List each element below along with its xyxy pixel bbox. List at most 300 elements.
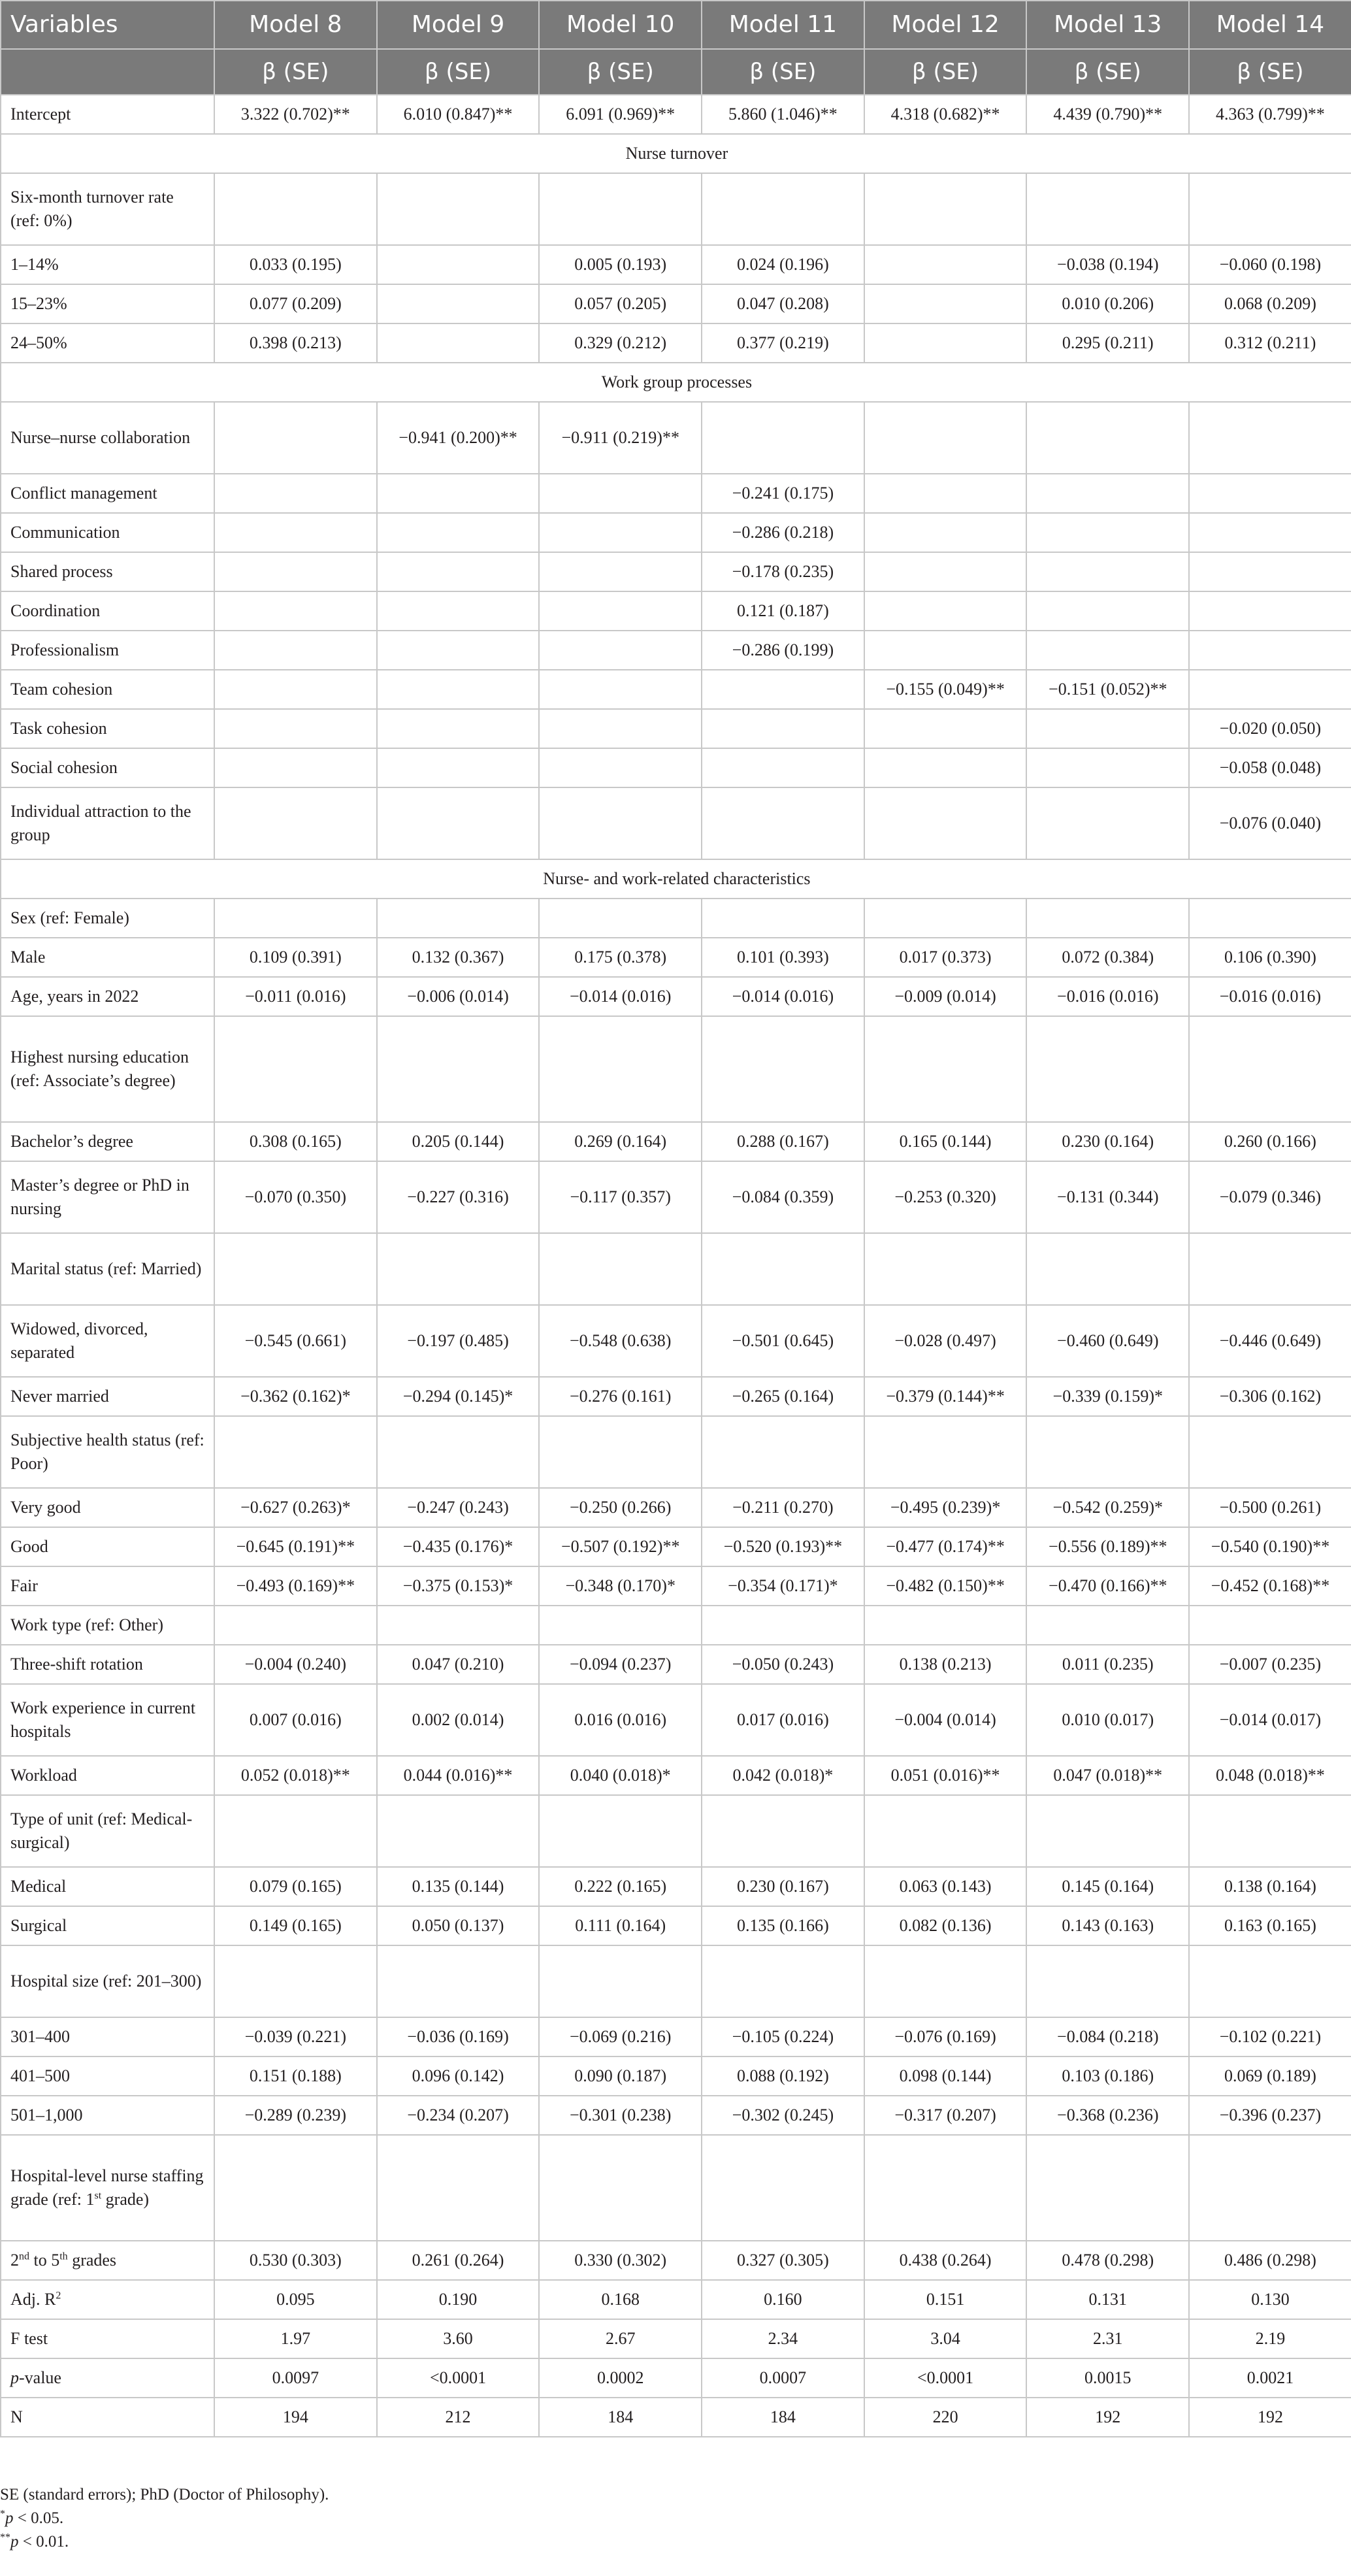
- table-row: [1, 1305, 1351, 1377]
- coef-cell: [864, 402, 1027, 474]
- coef-cell: 4.439 (0.790)**: [1026, 95, 1189, 134]
- row-label: Bachelor’s degree: [1, 1122, 214, 1161]
- coef-cell: [539, 1606, 702, 1645]
- beta-se-header: β (SE): [1189, 49, 1351, 95]
- coef-cell: [1189, 474, 1351, 513]
- table-row: [1, 1488, 1351, 1527]
- coef-cell: [214, 1016, 377, 1122]
- coef-cell: −0.178 (0.235): [702, 552, 864, 591]
- coef-cell: −0.941 (0.200)**: [377, 402, 540, 474]
- coef-cell: [864, 173, 1027, 245]
- coef-cell: [1189, 1795, 1351, 1867]
- coef-cell: [1189, 513, 1351, 552]
- coef-cell: [214, 173, 377, 245]
- coef-cell: −0.301 (0.238): [539, 2096, 702, 2135]
- coef-cell: −0.247 (0.243): [377, 1488, 540, 1527]
- coef-cell: [539, 591, 702, 631]
- table-row: [1, 513, 1351, 552]
- coef-cell: −0.070 (0.350): [214, 1161, 377, 1233]
- coef-cell: 4.363 (0.799)**: [1189, 95, 1351, 134]
- beta-se-header: β (SE): [377, 49, 540, 95]
- table-row: [1, 95, 1351, 134]
- table-row: [1, 284, 1351, 323]
- coef-cell: [1189, 670, 1351, 709]
- row-label: Coordination: [1, 591, 214, 631]
- table-row: [1, 323, 1351, 363]
- table-row: [1, 938, 1351, 977]
- row-label: Work type (ref: Other): [1, 1606, 214, 1645]
- coef-cell: [864, 709, 1027, 748]
- coef-cell: [377, 552, 540, 591]
- coef-cell: 0.329 (0.212): [539, 323, 702, 363]
- table-row: [1, 1122, 1351, 1161]
- coef-cell: [539, 787, 702, 859]
- coef-cell: 0.002 (0.014): [377, 1684, 540, 1756]
- table-row: [1, 2280, 1351, 2319]
- coef-cell: 0.165 (0.144): [864, 1122, 1027, 1161]
- coef-cell: [1189, 1016, 1351, 1122]
- section-label: Nurse- and work-related characteristics: [1, 859, 1351, 899]
- coef-cell: −0.507 (0.192)**: [539, 1527, 702, 1566]
- coef-cell: 0.163 (0.165): [1189, 1906, 1351, 1945]
- coef-cell: [702, 899, 864, 938]
- coef-cell: 0.0097: [214, 2358, 377, 2398]
- coef-cell: 1.97: [214, 2319, 377, 2358]
- coef-cell: [864, 2135, 1027, 2241]
- coef-cell: [1026, 1795, 1189, 1867]
- coef-cell: −0.006 (0.014): [377, 977, 540, 1016]
- row-label: 301–400: [1, 2017, 214, 2056]
- coef-cell: [214, 709, 377, 748]
- model-header: Model 12: [864, 1, 1027, 49]
- coef-cell: [864, 1016, 1027, 1122]
- coef-cell: 0.121 (0.187): [702, 591, 864, 631]
- coef-cell: [214, 1606, 377, 1645]
- coef-cell: 0.230 (0.167): [702, 1867, 864, 1906]
- coef-cell: [377, 670, 540, 709]
- row-label: 1–14%: [1, 245, 214, 284]
- coef-cell: <0.0001: [377, 2358, 540, 2398]
- table-row: [1, 2017, 1351, 2056]
- coef-cell: 0.135 (0.166): [702, 1906, 864, 1945]
- coef-cell: 0.106 (0.390): [1189, 938, 1351, 977]
- section-label: Nurse turnover: [1, 134, 1351, 173]
- coef-cell: [702, 787, 864, 859]
- coef-cell: 0.190: [377, 2280, 540, 2319]
- coef-cell: [864, 474, 1027, 513]
- table-row: [1, 552, 1351, 591]
- coef-cell: −0.016 (0.016): [1026, 977, 1189, 1016]
- coef-cell: [214, 402, 377, 474]
- row-label: p-value: [1, 2358, 214, 2398]
- coef-cell: [214, 1945, 377, 2017]
- coef-cell: [1026, 1416, 1189, 1488]
- table-row: [1, 1161, 1351, 1233]
- coef-cell: [1189, 402, 1351, 474]
- coef-cell: [1026, 513, 1189, 552]
- coef-cell: [214, 899, 377, 938]
- coef-cell: [539, 1016, 702, 1122]
- coef-cell: −0.627 (0.263)*: [214, 1488, 377, 1527]
- coef-cell: [864, 1795, 1027, 1867]
- model-header: Model 9: [377, 1, 540, 49]
- coef-cell: [539, 2135, 702, 2241]
- table-row: [1, 1684, 1351, 1756]
- coef-cell: [539, 1416, 702, 1488]
- coef-cell: −0.477 (0.174)**: [864, 1527, 1027, 1566]
- coef-cell: [1189, 1233, 1351, 1305]
- coef-cell: [1026, 402, 1189, 474]
- coef-cell: 0.069 (0.189): [1189, 2056, 1351, 2096]
- table-row: [1, 1416, 1351, 1488]
- coef-cell: [377, 899, 540, 938]
- coef-cell: 0.168: [539, 2280, 702, 2319]
- coef-cell: −0.102 (0.221): [1189, 2017, 1351, 2056]
- coef-cell: 0.308 (0.165): [214, 1122, 377, 1161]
- coef-cell: [539, 1945, 702, 2017]
- coef-cell: 0.068 (0.209): [1189, 284, 1351, 323]
- coef-cell: −0.234 (0.207): [377, 2096, 540, 2135]
- coef-cell: 0.145 (0.164): [1026, 1867, 1189, 1906]
- coef-cell: 192: [1026, 2398, 1189, 2437]
- coef-cell: [1026, 1606, 1189, 1645]
- coef-cell: [539, 513, 702, 552]
- coef-cell: 0.0015: [1026, 2358, 1189, 2398]
- coef-cell: 0.398 (0.213): [214, 323, 377, 363]
- coef-cell: [377, 245, 540, 284]
- coef-cell: [1026, 709, 1189, 748]
- coef-cell: −0.556 (0.189)**: [1026, 1527, 1189, 1566]
- table-row: [1, 2319, 1351, 2358]
- coef-cell: −0.038 (0.194): [1026, 245, 1189, 284]
- coef-cell: 0.149 (0.165): [214, 1906, 377, 1945]
- coef-cell: 0.047 (0.208): [702, 284, 864, 323]
- coef-cell: 4.318 (0.682)**: [864, 95, 1027, 134]
- coef-cell: −0.306 (0.162): [1189, 1377, 1351, 1416]
- coef-cell: [1026, 1016, 1189, 1122]
- coef-cell: 0.269 (0.164): [539, 1122, 702, 1161]
- coef-cell: −0.007 (0.235): [1189, 1645, 1351, 1684]
- coef-cell: [1189, 1945, 1351, 2017]
- coef-cell: −0.014 (0.016): [539, 977, 702, 1016]
- coef-cell: −0.294 (0.145)*: [377, 1377, 540, 1416]
- coef-cell: [539, 748, 702, 787]
- coef-cell: −0.500 (0.261): [1189, 1488, 1351, 1527]
- coef-cell: −0.004 (0.240): [214, 1645, 377, 1684]
- coef-cell: 0.478 (0.298): [1026, 2241, 1189, 2280]
- coef-cell: −0.911 (0.219)**: [539, 402, 702, 474]
- table-row: [1, 1756, 1351, 1795]
- coef-cell: 0.096 (0.142): [377, 2056, 540, 2096]
- coef-cell: 0.151 (0.188): [214, 2056, 377, 2096]
- coef-cell: 0.072 (0.384): [1026, 938, 1189, 977]
- coef-cell: 0.063 (0.143): [864, 1867, 1027, 1906]
- coef-cell: −0.482 (0.150)**: [864, 1566, 1027, 1606]
- coef-cell: 0.095: [214, 2280, 377, 2319]
- beta-se-header: β (SE): [702, 49, 864, 95]
- coef-cell: −0.079 (0.346): [1189, 1161, 1351, 1233]
- coef-cell: 0.132 (0.367): [377, 938, 540, 977]
- coef-cell: [1189, 173, 1351, 245]
- table-row: [1, 1527, 1351, 1566]
- table-row: [1, 977, 1351, 1016]
- coef-cell: [1189, 899, 1351, 938]
- coef-cell: 0.327 (0.305): [702, 2241, 864, 2280]
- row-label: Six-month turnover rate (ref: 0%): [1, 173, 214, 245]
- coef-cell: −0.317 (0.207): [864, 2096, 1027, 2135]
- coef-cell: −0.058 (0.048): [1189, 748, 1351, 787]
- coef-cell: 3.322 (0.702)**: [214, 95, 377, 134]
- coef-cell: −0.545 (0.661): [214, 1305, 377, 1377]
- coef-cell: [377, 474, 540, 513]
- coef-cell: −0.495 (0.239)*: [864, 1488, 1027, 1527]
- coef-cell: −0.286 (0.218): [702, 513, 864, 552]
- model-header: Model 8: [214, 1, 377, 49]
- coef-cell: 0.330 (0.302): [539, 2241, 702, 2280]
- coef-cell: 0.530 (0.303): [214, 2241, 377, 2280]
- coef-cell: 0.312 (0.211): [1189, 323, 1351, 363]
- coef-cell: <0.0001: [864, 2358, 1027, 2398]
- coef-cell: 0.111 (0.164): [539, 1906, 702, 1945]
- coef-cell: 220: [864, 2398, 1027, 2437]
- section-row: [1, 134, 1351, 173]
- coef-cell: [702, 1233, 864, 1305]
- coef-cell: 6.091 (0.969)**: [539, 95, 702, 134]
- coef-cell: 0.130: [1189, 2280, 1351, 2319]
- row-label: Highest nursing education (ref: Associate’s degree): [1, 1016, 214, 1122]
- coef-cell: [702, 1606, 864, 1645]
- coef-cell: [539, 899, 702, 938]
- coef-cell: −0.396 (0.237): [1189, 2096, 1351, 2135]
- coef-cell: 0.077 (0.209): [214, 284, 377, 323]
- row-label: Professionalism: [1, 631, 214, 670]
- section-label: Work group processes: [1, 363, 1351, 402]
- coef-cell: [1026, 591, 1189, 631]
- coef-cell: [214, 2135, 377, 2241]
- coef-cell: [377, 709, 540, 748]
- coef-cell: [864, 552, 1027, 591]
- coef-cell: [864, 591, 1027, 631]
- coef-cell: −0.094 (0.237): [539, 1645, 702, 1684]
- coef-cell: 0.103 (0.186): [1026, 2056, 1189, 2096]
- coef-cell: −0.020 (0.050): [1189, 709, 1351, 748]
- coef-cell: −0.368 (0.236): [1026, 2096, 1189, 2135]
- table-row: [1, 2135, 1351, 2241]
- coef-cell: 0.438 (0.264): [864, 2241, 1027, 2280]
- coef-cell: −0.446 (0.649): [1189, 1305, 1351, 1377]
- coef-cell: −0.548 (0.638): [539, 1305, 702, 1377]
- coef-cell: [377, 173, 540, 245]
- coef-cell: 0.050 (0.137): [377, 1906, 540, 1945]
- coef-cell: −0.460 (0.649): [1026, 1305, 1189, 1377]
- coef-cell: −0.435 (0.176)*: [377, 1527, 540, 1566]
- coef-cell: [377, 1606, 540, 1645]
- coef-cell: [702, 670, 864, 709]
- table-row: [1, 2398, 1351, 2437]
- subheader-blank: [1, 49, 214, 95]
- table-row: [1, 748, 1351, 787]
- coef-cell: −0.470 (0.166)**: [1026, 1566, 1189, 1606]
- coef-cell: [1026, 748, 1189, 787]
- model-header: Model 11: [702, 1, 864, 49]
- coef-cell: [214, 513, 377, 552]
- coef-cell: [377, 1416, 540, 1488]
- coef-cell: [1026, 173, 1189, 245]
- coef-cell: 0.295 (0.211): [1026, 323, 1189, 363]
- coef-cell: −0.076 (0.169): [864, 2017, 1027, 2056]
- coef-cell: 0.011 (0.235): [1026, 1645, 1189, 1684]
- coef-cell: −0.050 (0.243): [702, 1645, 864, 1684]
- coef-cell: 0.090 (0.187): [539, 2056, 702, 2096]
- table-row: [1, 1867, 1351, 1906]
- coef-cell: [1026, 552, 1189, 591]
- row-label: Nurse–nurse collaboration: [1, 402, 214, 474]
- coef-cell: [539, 173, 702, 245]
- coef-cell: −0.028 (0.497): [864, 1305, 1027, 1377]
- coef-cell: [377, 748, 540, 787]
- coef-cell: [1189, 591, 1351, 631]
- coef-cell: [214, 670, 377, 709]
- coef-cell: [1026, 1233, 1189, 1305]
- coef-cell: −0.250 (0.266): [539, 1488, 702, 1527]
- coef-cell: 0.040 (0.018)*: [539, 1756, 702, 1795]
- table-row: [1, 245, 1351, 284]
- coef-cell: [702, 402, 864, 474]
- row-label: Adj. $R^2$: [1, 2280, 214, 2319]
- section-row: [1, 859, 1351, 899]
- beta-se-header: β (SE): [864, 49, 1027, 95]
- coef-cell: 2.19: [1189, 2319, 1351, 2358]
- coef-cell: 0.205 (0.144): [377, 1122, 540, 1161]
- coef-cell: [214, 1233, 377, 1305]
- coef-cell: [864, 787, 1027, 859]
- table-row: [1, 402, 1351, 474]
- coef-cell: [864, 631, 1027, 670]
- coef-cell: −0.197 (0.485): [377, 1305, 540, 1377]
- coef-cell: 0.261 (0.264): [377, 2241, 540, 2280]
- coef-cell: −0.009 (0.014): [864, 977, 1027, 1016]
- row-label: Age, years in 2022: [1, 977, 214, 1016]
- coef-cell: 212: [377, 2398, 540, 2437]
- coef-cell: −0.379 (0.144)**: [864, 1377, 1027, 1416]
- row-label: Hospital size (ref: 201–300): [1, 1945, 214, 2017]
- coef-cell: [539, 709, 702, 748]
- coef-cell: [864, 245, 1027, 284]
- table-row: [1, 1016, 1351, 1122]
- coef-cell: 3.04: [864, 2319, 1027, 2358]
- row-label: F test: [1, 2319, 214, 2358]
- table-row: [1, 899, 1351, 938]
- coef-cell: [214, 552, 377, 591]
- coef-cell: 0.017 (0.373): [864, 938, 1027, 977]
- coef-cell: [1026, 899, 1189, 938]
- row-label: Individual attraction to the group: [1, 787, 214, 859]
- table-row: [1, 670, 1351, 709]
- beta-se-header: β (SE): [214, 49, 377, 95]
- table-body: [1, 95, 1351, 2437]
- coef-cell: 0.017 (0.016): [702, 1684, 864, 1756]
- row-label: Work experience in current hospitals: [1, 1684, 214, 1756]
- coef-cell: 0.010 (0.017): [1026, 1684, 1189, 1756]
- coef-cell: [1189, 1416, 1351, 1488]
- coef-cell: −0.276 (0.161): [539, 1377, 702, 1416]
- coef-cell: [1026, 787, 1189, 859]
- coef-cell: −0.014 (0.017): [1189, 1684, 1351, 1756]
- beta-se-header: β (SE): [1026, 49, 1189, 95]
- row-label: Workload: [1, 1756, 214, 1795]
- row-label: Sex (ref: Female): [1, 899, 214, 938]
- coef-cell: −0.211 (0.270): [702, 1488, 864, 1527]
- table-header: [1, 1, 1351, 95]
- coef-cell: [1189, 631, 1351, 670]
- coef-cell: 0.005 (0.193): [539, 245, 702, 284]
- table-row: [1, 631, 1351, 670]
- table-footnotes: [0, 2483, 1351, 2554]
- coef-cell: [864, 323, 1027, 363]
- coef-cell: [214, 1416, 377, 1488]
- row-label: Social cohesion: [1, 748, 214, 787]
- table-row: [1, 1377, 1351, 1416]
- coef-cell: 0.131: [1026, 2280, 1189, 2319]
- coef-cell: [702, 1795, 864, 1867]
- row-label: Shared process: [1, 552, 214, 591]
- footnote-p05: *p < 0.05.: [0, 2508, 64, 2527]
- coef-cell: −0.501 (0.645): [702, 1305, 864, 1377]
- coef-cell: 0.007 (0.016): [214, 1684, 377, 1756]
- coef-cell: [377, 787, 540, 859]
- table-row: [1, 2056, 1351, 2096]
- row-label: 15–23%: [1, 284, 214, 323]
- coef-cell: −0.253 (0.320): [864, 1161, 1027, 1233]
- row-label: Widowed, divorced, separated: [1, 1305, 214, 1377]
- coef-cell: 3.60: [377, 2319, 540, 2358]
- model-header: Model 13: [1026, 1, 1189, 49]
- coef-cell: 0.0002: [539, 2358, 702, 2398]
- coef-cell: 0.109 (0.391): [214, 938, 377, 977]
- coef-cell: 0.135 (0.144): [377, 1867, 540, 1906]
- coef-cell: −0.354 (0.171)*: [702, 1566, 864, 1606]
- row-label: Never married: [1, 1377, 214, 1416]
- row-label: Team cohesion: [1, 670, 214, 709]
- coef-cell: 0.042 (0.018)*: [702, 1756, 864, 1795]
- coef-cell: 0.033 (0.195): [214, 245, 377, 284]
- section-row: [1, 363, 1351, 402]
- coef-cell: [377, 2135, 540, 2241]
- coef-cell: −0.493 (0.169)**: [214, 1566, 377, 1606]
- coef-cell: [539, 670, 702, 709]
- coef-cell: [214, 1795, 377, 1867]
- coef-cell: [377, 631, 540, 670]
- footnote-p01: **p < 0.01.: [0, 2532, 69, 2551]
- table-row: [1, 1606, 1351, 1645]
- coef-cell: −0.076 (0.040): [1189, 787, 1351, 859]
- coef-cell: 0.260 (0.166): [1189, 1122, 1351, 1161]
- coef-cell: [214, 474, 377, 513]
- row-label: Type of unit (ref: Medical-surgical): [1, 1795, 214, 1867]
- coef-cell: −0.645 (0.191)**: [214, 1527, 377, 1566]
- coef-cell: 0.079 (0.165): [214, 1867, 377, 1906]
- coef-cell: 0.160: [702, 2280, 864, 2319]
- coef-cell: 0.138 (0.213): [864, 1645, 1027, 1684]
- beta-se-header: β (SE): [539, 49, 702, 95]
- coef-cell: [1026, 1945, 1189, 2017]
- coef-cell: [377, 513, 540, 552]
- coef-cell: [377, 1945, 540, 2017]
- table-row: [1, 787, 1351, 859]
- coef-cell: [214, 591, 377, 631]
- model-header: Model 10: [539, 1, 702, 49]
- coef-cell: [702, 173, 864, 245]
